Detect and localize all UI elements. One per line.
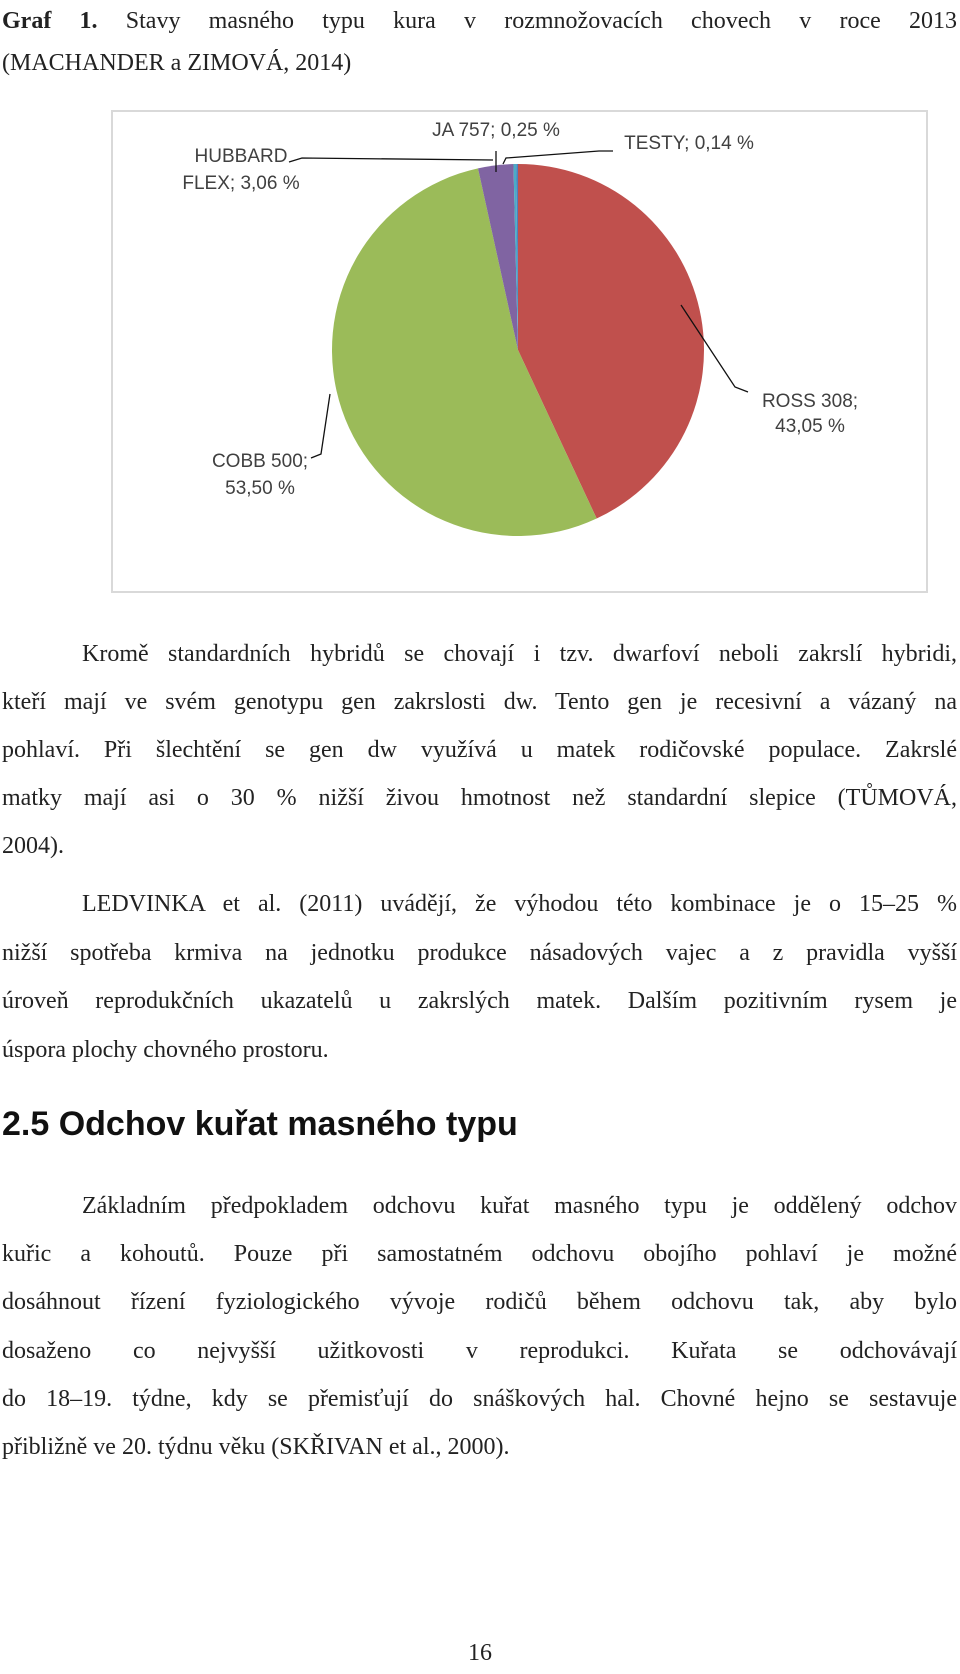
text-line: kuřic a kohoutů. Pouze při samostatném odchovu obojího pohlaví je možné (2, 1241, 957, 1268)
slice-label: ROSS 308; (761, 391, 859, 412)
section-heading: 2.5 Odchov kuřat masného typu (2, 1105, 518, 1143)
text-line: úroveň reprodukčních ukazatelů u zakrslých matek. Dalším pozitivním rysem je (2, 988, 957, 1014)
pie-chart-frame (111, 110, 928, 593)
text-line: úspora plochy chovného prostoru. (2, 1036, 329, 1063)
caption-label: Graf 1. (2, 8, 98, 34)
slice-label: COBB 500; (211, 451, 309, 472)
caption-title: Stavy masného typu kura v rozmnožovacích chovech v roce 2013 (125, 8, 958, 34)
text-line: dosáhnout řízení fyziologického vývoje rodičů během odchovu tak, aby bylo (2, 1289, 957, 1316)
text-line: Základním předpokladem odchovu kuřat masného typu je oddělený odchov (82, 1193, 957, 1219)
leader-line (289, 158, 493, 162)
pie-chart (113, 112, 930, 595)
paragraph-rearing (2, 1182, 957, 1471)
caption-line-1 (2, 0, 957, 42)
slice-label: HUBBARD (194, 146, 288, 167)
slice-label-value: 53,50 % (225, 478, 295, 499)
paragraph-ledvinka (2, 880, 957, 1074)
text-line: dosaženo co nejvyšší užitkovosti v reprodukci. Kuřata se odchovávají (2, 1337, 957, 1364)
slice-label-value: 43,05 % (775, 416, 845, 437)
figure-caption (2, 0, 957, 84)
caption-line-2: (MACHANDER a ZIMOVÁ, 2014) (2, 50, 352, 76)
text-line: nižší spotřeba krmiva na jednotku produkce násadových vajec a z pravidla vyšší (2, 939, 957, 966)
text-line: kteří mají ve svém genotypu gen zakrslosti dw. Tento gen je recesivní a vázaný na (2, 689, 957, 715)
slice-label: JA 757; 0,25 % (432, 120, 560, 141)
text-line: do 18–19. týdne, kdy se přemisťují do snáškových hal. Chovné hejno se sestavuje (2, 1385, 957, 1412)
page-number: 16 (468, 1640, 492, 1666)
slice-label-value: FLEX; 3,06 % (182, 173, 300, 194)
text-line: matky mají asi o 30 % nižší živou hmotnost než standardní slepice (TŮMOVÁ, (2, 785, 957, 811)
paragraph-dwarf-hybrids (2, 630, 957, 870)
slice-label: TESTY; 0,14 % (624, 133, 754, 154)
text-line: 2004). (2, 833, 64, 859)
leader-line (311, 394, 330, 458)
leader-line (503, 151, 613, 164)
text-line: přibližně ve 20. týdnu věku (SKŘIVAN et al., 2000). (2, 1434, 510, 1461)
text-line: Kromě standardních hybridů se chovají i tzv. dwarfoví neboli zakrslí hybridi, (82, 641, 957, 667)
text-line: pohlaví. Při šlechtění se gen dw využívá u matek rodičovské populace. Zakrslé (2, 737, 957, 763)
text-line: LEDVINKA et al. (2011) uvádějí, že výhodou této kombinace je o 15–25 % (82, 891, 957, 917)
